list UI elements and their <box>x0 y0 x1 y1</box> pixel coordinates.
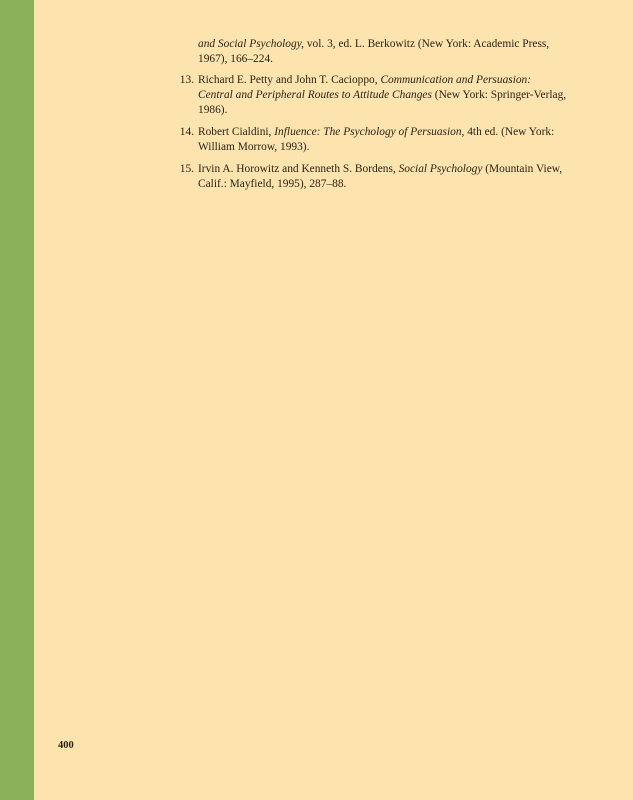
endnote-text-after: (New York: Springer-Verlag, 1986). <box>198 89 567 116</box>
endnote-text-after: vol. 3, ed. L. Berkowitz (New York: Academic Press, 1967), 166–224. <box>198 38 550 65</box>
endnote-text-before: Richard E. Petty and John T. Cacioppo, <box>198 74 381 86</box>
endnote-text-before: Irvin A. Horowitz and Kenneth S. Bordens, <box>198 163 399 175</box>
endnotes-list <box>167 37 567 199</box>
endnote-text-before: Robert Cialdini, <box>198 126 275 138</box>
endnote-title: Social Psychology <box>398 163 483 175</box>
endnote-text-after: (Mountain View, Calif.: Mayfield, 1995), 287–88. <box>198 163 563 190</box>
endnote-number: 13. <box>179 74 194 86</box>
endnote-15 <box>167 162 567 192</box>
endnote-number: 14. <box>179 126 194 138</box>
endnote-continuation <box>167 37 567 67</box>
endnote-13 <box>167 73 567 118</box>
page-number: 400 <box>58 740 74 751</box>
endnote-title: and Social Psychology, <box>198 38 304 50</box>
left-color-band <box>0 0 34 800</box>
endnote-text-after: 4th ed. (New York: William Morrow, 1993). <box>198 126 555 153</box>
endnote-number: 15. <box>179 163 194 175</box>
endnote-title: Communication and Persuasion: Central and Peripheral Routes to Attitude Changes <box>198 74 532 101</box>
endnote-14 <box>167 125 567 155</box>
endnote-title: Influence: The Psychology of Persuasion, <box>274 126 465 138</box>
